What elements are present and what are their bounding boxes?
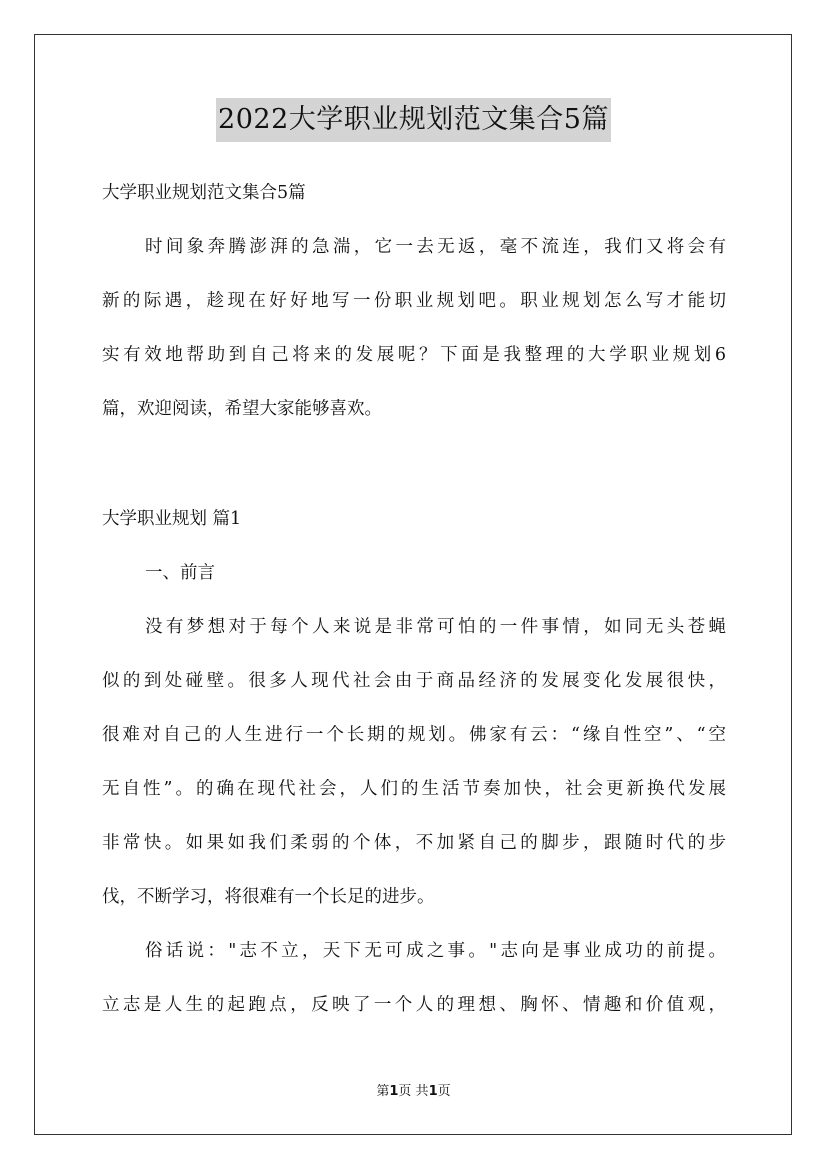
intro-line-1: 时间象奔腾澎湃的急湍，它一去无返，毫不流连，我们又将会有 bbox=[145, 237, 726, 257]
para2-line-2: 立志是人生的起跑点，反映了一个人的理想、胸怀、情趣和价值观， bbox=[102, 995, 726, 1015]
para2-line-1: 俗话说："志不立，天下无可成之事。"志向是事业成功的前提。 bbox=[145, 941, 726, 961]
title-container bbox=[0, 98, 827, 142]
footer-page-current: 1 bbox=[389, 1084, 399, 1099]
document-title: 2022大学职业规划范文集合5篇 bbox=[216, 98, 611, 142]
section-heading: 大学职业规划 篇1 bbox=[102, 509, 242, 529]
page-footer bbox=[0, 1083, 827, 1101]
subheading: 一、前言 bbox=[145, 563, 215, 583]
document-subtitle: 大学职业规划范文集合5篇 bbox=[102, 183, 306, 203]
para1-line-2: 似的到处碰壁。很多人现代社会由于商品经济的发展变化发展很快， bbox=[102, 671, 726, 691]
footer-page-suffix: 页 bbox=[437, 1084, 451, 1099]
intro-line-2: 新的际遇，趁现在好好地写一份职业规划吧。职业规划怎么写才能切 bbox=[102, 291, 726, 311]
para1-line-1: 没有梦想对于每个人来说是非常可怕的一件事情，如同无头苍蝇 bbox=[145, 617, 726, 637]
para1-line-5: 非常快。如果如我们柔弱的个体，不加紧自己的脚步，跟随时代的步 bbox=[102, 833, 726, 853]
para1-line-6: 伐，不断学习，将很难有一个长足的进步。 bbox=[102, 887, 435, 907]
para1-line-4: 无自性”。的确在现代社会，人们的生活节奏加快，社会更新换代发展 bbox=[102, 779, 726, 799]
intro-line-4: 篇，欢迎阅读，希望大家能够喜欢。 bbox=[102, 399, 382, 419]
footer-page-mid: 页 共 bbox=[398, 1084, 429, 1099]
intro-line-3: 实有效地帮助到自己将来的发展呢？下面是我整理的大学职业规划6 bbox=[102, 345, 726, 365]
footer-page-prefix: 第 bbox=[376, 1084, 390, 1099]
para1-line-3: 很难对自己的人生进行一个长期的规划。佛家有云：“缘自性空”、“空 bbox=[102, 725, 726, 745]
footer-page-total: 1 bbox=[428, 1084, 438, 1099]
